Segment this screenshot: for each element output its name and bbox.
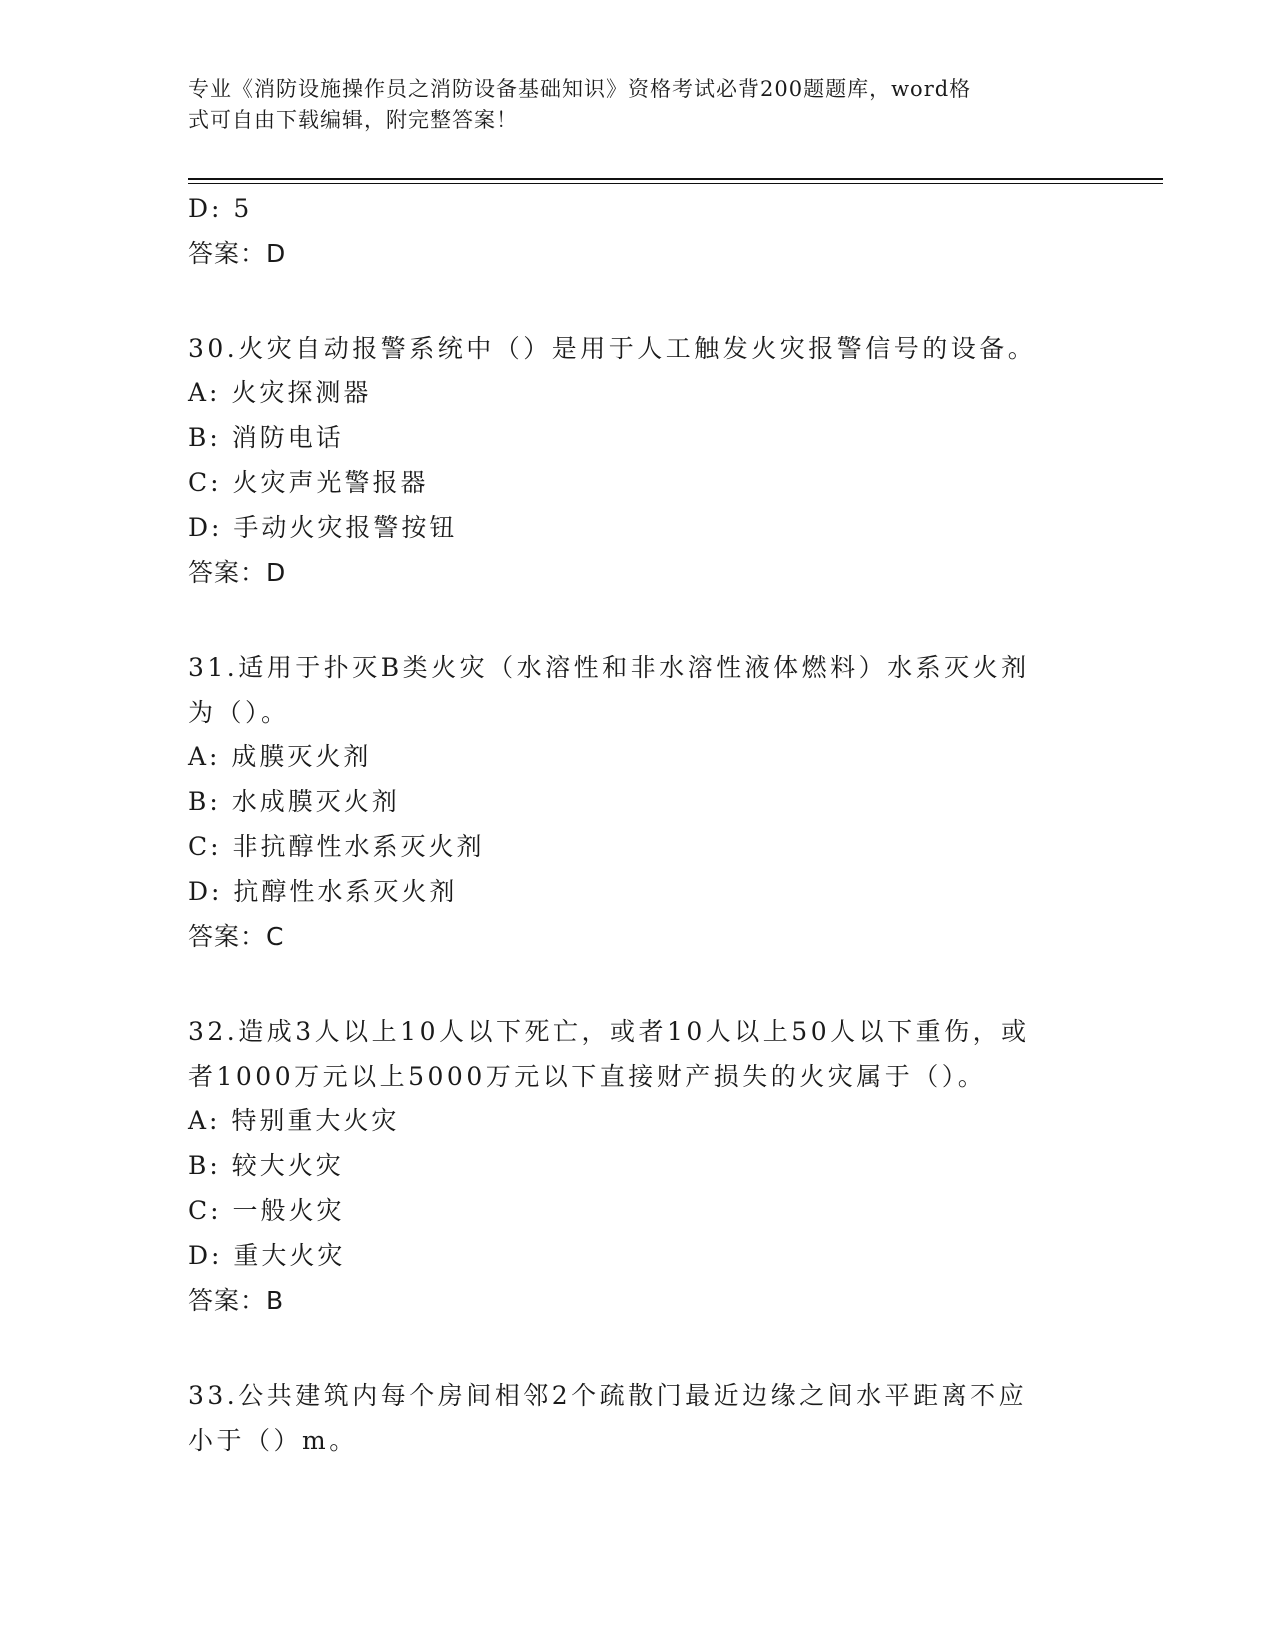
answer: 答案：C [188, 922, 285, 951]
page-content [188, 194, 1088, 1463]
prev-answer: 答案：D [188, 239, 287, 268]
option-c: C: 非抗醇性水系灭火剂 [188, 832, 485, 861]
option-b: B: 水成膜灭火剂 [188, 787, 400, 816]
option-a: A: 特别重大火灾 [188, 1106, 400, 1135]
option-c: C: 火灾声光警报器 [188, 468, 429, 497]
question-stem: 30.火灾自动报警系统中（）是用于人工触发火灾报警信号的设备。 [188, 334, 1037, 363]
option-c: C: 一般火灾 [188, 1196, 345, 1225]
document-header [188, 74, 1068, 136]
question-stem: 32.造成3人以上10人以下死亡，或者10人以上50人以下重伤，或者1000万元以上5000万元以下直接财产损失的火灾属于（）。 [188, 1017, 1030, 1091]
option-d: D: 手动火灾报警按钮 [188, 513, 458, 542]
answer: 答案：D [188, 558, 287, 587]
option-b: B: 消防电话 [188, 423, 344, 452]
option-d: D: 抗醇性水系灭火剂 [188, 877, 458, 906]
question-32 [188, 1009, 1088, 1316]
header-line-1: 专业《消防设施操作员之消防设备基础知识》资格考试必背200题题库，word格 [188, 77, 972, 101]
answer: 答案：B [188, 1286, 285, 1315]
header-rule-thin [188, 183, 1163, 184]
option-b: B: 较大火灾 [188, 1151, 344, 1180]
option-a: A: 成膜灭火剂 [188, 742, 372, 771]
header-line-2: 式可自由下载编辑，附完整答案！ [188, 108, 518, 132]
question-stem: 31.适用于扑灭B类火灾（水溶性和非水溶性液体燃料）水系灭火剂为（）。 [188, 653, 1030, 727]
option-d: D: 重大火灾 [188, 1241, 346, 1270]
question-31 [188, 645, 1088, 952]
question-stem: 33.公共建筑内每个房间相邻2个疏散门最近边缘之间水平距离不应小于（）m。 [188, 1381, 1028, 1455]
question-33 [188, 1373, 1088, 1463]
prev-option-d: D: 5 [188, 194, 253, 223]
question-30 [188, 326, 1088, 588]
option-a: A: 火灾探测器 [188, 378, 372, 407]
header-rule-thick [188, 178, 1163, 180]
